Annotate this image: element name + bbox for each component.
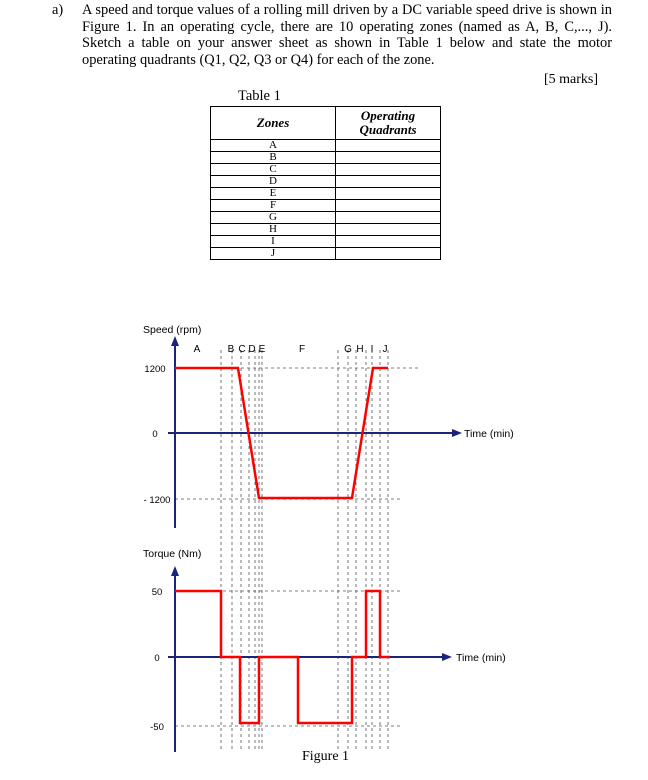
chart-labels (143, 324, 514, 733)
zone-cell: C (211, 164, 336, 176)
zone-label: J (382, 344, 388, 355)
zone-cell: D (211, 176, 336, 188)
torque-tick-label: 0 (154, 653, 160, 664)
zone-cell: J (211, 248, 336, 260)
speed-x-label: Time (min) (464, 428, 514, 440)
speed-tick-label: 0 (152, 429, 158, 440)
table-caption: Table 1 (238, 88, 281, 104)
zone-label: H (356, 344, 364, 355)
question-text: A speed and torque values of a rolling mill driven by a DC variable speed drive is shown in Figure 1. In an operating cycle, there are 10 operating zones (named as A, B, C,..., J). Sketch a table on your answer sheet as shown in Table 1 below and state the motor operating quadrants (Q1, Q2, Q3 or Q4) for each of the zone. (82, 2, 612, 68)
speed-tick-label: - 1200 (143, 495, 171, 506)
speed-y-label: Speed (rpm) (143, 324, 202, 336)
zone-label: C (238, 344, 246, 355)
zone-label: F (298, 344, 306, 355)
zone-label: B (227, 344, 235, 355)
zone-cell: G (211, 212, 336, 224)
speed-x-arrow (452, 429, 462, 437)
header-quadrants-line2: Quadrants (359, 122, 417, 137)
torque-x-arrow (442, 653, 452, 661)
zone-cell: A (211, 140, 336, 152)
question-label: a) (52, 2, 64, 18)
zone-cell: F (211, 200, 336, 212)
torque-tick-label: -50 (150, 722, 164, 733)
marks: [5 marks] (543, 72, 598, 87)
figure-caption: Figure 1 (302, 749, 350, 764)
torque-tick-label: 50 (151, 587, 163, 598)
speed-tick-label: 1200 (144, 364, 166, 375)
axes (168, 336, 462, 752)
torque-y-label: Torque (Nm) (143, 548, 202, 560)
zone-label: E (258, 344, 266, 355)
zone-label: I (370, 344, 374, 355)
zone-cell: E (211, 188, 336, 200)
zone-cell: I (211, 236, 336, 248)
torque-x-label: Time (min) (456, 652, 506, 664)
header-quadrants-line1: Operating (360, 108, 416, 123)
zone-label: G (344, 344, 352, 355)
zone-label: A (193, 344, 201, 355)
zone-cell: H (211, 224, 336, 236)
header-zones: Zones (211, 107, 336, 140)
traces (175, 368, 390, 723)
zone-label: D (248, 344, 256, 355)
speed-y-arrow (171, 336, 179, 346)
torque-y-arrow (171, 566, 179, 576)
zone-cell: B (211, 152, 336, 164)
